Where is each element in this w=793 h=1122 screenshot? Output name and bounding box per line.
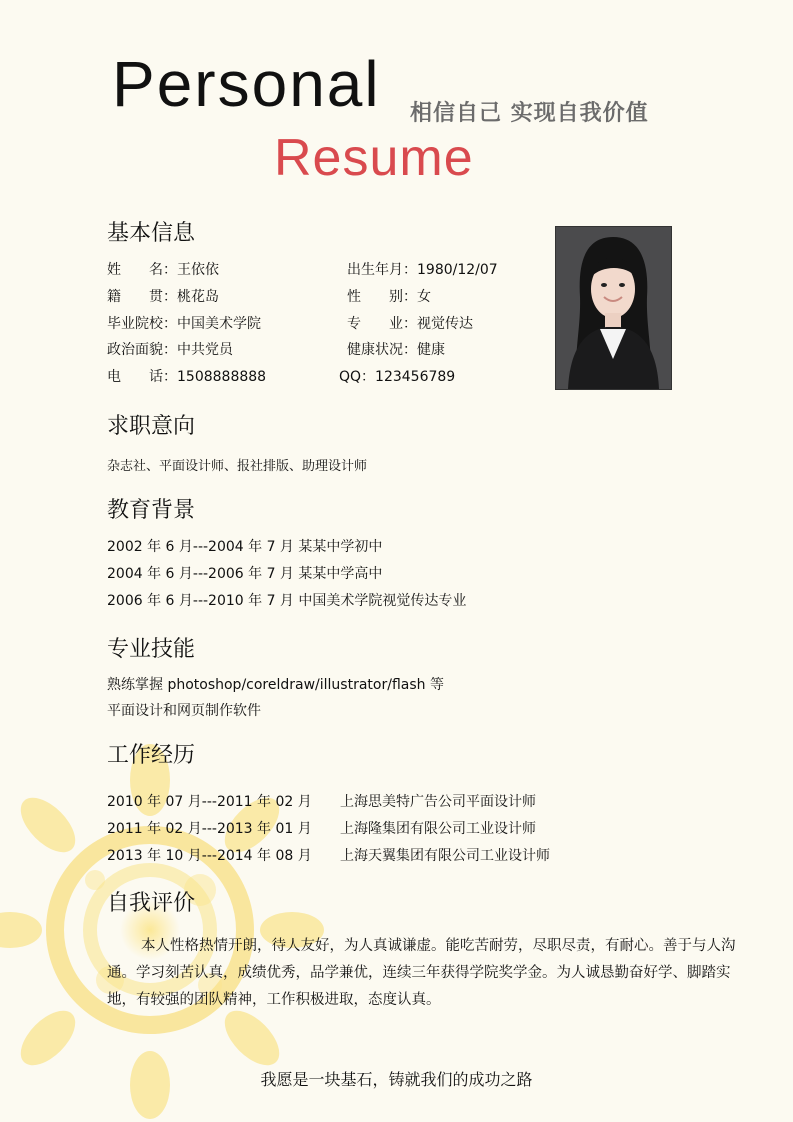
- section-heading-intention: 求职意向: [107, 414, 196, 439]
- info-right: QQ：123456789: [339, 369, 456, 385]
- work-desc: 上海思美特广告公司平面设计师: [340, 794, 536, 810]
- profile-photo: [555, 226, 672, 390]
- intention-text: 杂志社、平面设计师、报社排版、助理设计师: [107, 459, 368, 474]
- education-item: 2002 年 6 月---2004 年 7 月 某某中学初中: [107, 539, 383, 555]
- work-period: 2010 年 07 月---2011 年 02 月: [107, 794, 312, 810]
- skills-line: 平面设计和网页制作软件: [107, 703, 261, 719]
- work-period: 2011 年 02 月---2013 年 01 月: [107, 821, 312, 837]
- slogan: 相信自己 实现自我价值: [410, 101, 649, 126]
- evaluation-text: 本人性格热情开朗，待人友好，为人真诚谦虚。能吃苦耐劳，尽职尽责，有耐心。善于与人沟通。学习刻苦认真，成绩优秀，品学兼优，连续三年获得学院奖学金。为人诚恳勤奋好学、脚踏实地，有较强的团队精神，工作积极进取，态度认真。: [107, 938, 736, 1008]
- info-left: 姓 名：王依依: [107, 262, 219, 278]
- section-heading-skills: 专业技能: [107, 637, 196, 662]
- info-right: 性 别：女: [347, 289, 431, 305]
- info-right: 专 业：视觉传达: [347, 316, 473, 332]
- section-heading-education: 教育背景: [107, 498, 196, 523]
- section-heading-work: 工作经历: [107, 743, 196, 768]
- info-left: 籍 贯：桃花岛: [107, 289, 219, 305]
- info-row: [107, 339, 445, 359]
- info-left: 毕业院校：中国美术学院: [107, 316, 261, 332]
- work-item: [107, 818, 536, 838]
- title-resume: Resume: [274, 129, 474, 187]
- portrait-icon: [556, 227, 671, 389]
- info-row: [107, 366, 456, 386]
- info-row: [107, 259, 498, 279]
- work-desc: 上海隆集团有限公司工业设计师: [340, 821, 536, 837]
- info-right: 健康状况：健康: [347, 342, 445, 358]
- info-row: [107, 286, 431, 306]
- section-heading-evaluation: 自我评价: [107, 891, 196, 916]
- info-row: [107, 313, 473, 333]
- work-item: [107, 791, 536, 811]
- info-left: 电 话：1508888888: [107, 369, 267, 385]
- education-item: 2004 年 6 月---2006 年 7 月 某某中学高中: [107, 566, 383, 582]
- skills-line: 熟练掌握 photoshop/coreldraw/illustrator/flash 等: [107, 677, 444, 693]
- info-left: 政治面貌：中共党员: [107, 342, 233, 358]
- info-right: 出生年月：1980/12/07: [347, 262, 498, 278]
- section-heading-basic: 基本信息: [107, 221, 196, 246]
- title-personal: Personal: [112, 48, 381, 120]
- work-desc: 上海天翼集团有限公司工业设计师: [340, 848, 550, 864]
- work-item: [107, 845, 550, 865]
- footer-motto: 我愿是一块基石，铸就我们的成功之路: [260, 1070, 533, 1089]
- work-period: 2013 年 10 月---2014 年 08 月: [107, 848, 312, 864]
- education-item: 2006 年 6 月---2010 年 7 月 中国美术学院视觉传达专业: [107, 593, 467, 609]
